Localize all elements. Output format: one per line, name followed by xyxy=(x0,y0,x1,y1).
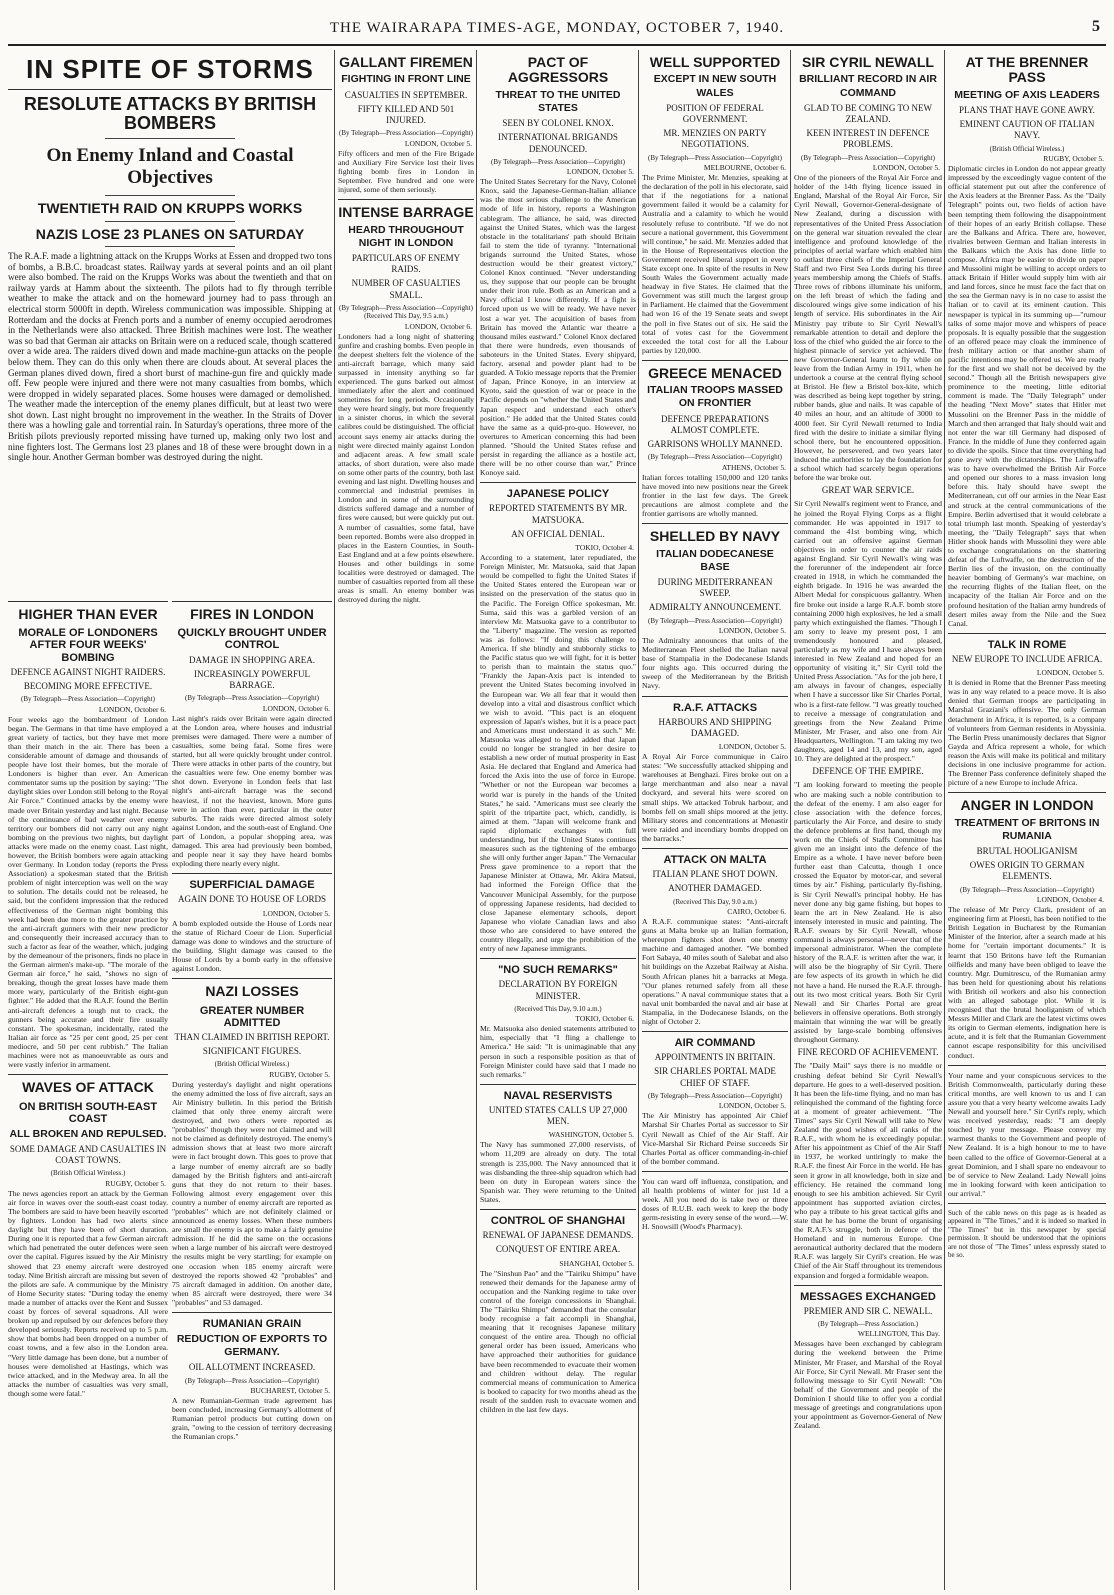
deck: TWENTIETH RAID ON KRUPPS WORKS xyxy=(37,200,303,217)
headline: PACT OF AGGRESSORS xyxy=(507,54,609,86)
dateline: RUGBY, October 5. xyxy=(1043,154,1104,164)
deck: AN OFFICIAL DENIAL. xyxy=(511,528,605,539)
divider xyxy=(8,1074,168,1075)
dateline: LONDON, October 6. xyxy=(262,703,330,713)
article-body: It is denied in Rome that the Brenner Pass meeting was in any way related to a peace move. It is also denied that German troops are participating in Marshal Graziani's offensive. The only German detachment in Africa, it is reported, is a company of volunteers from German residents in Abyssinia. The Berlin Press unanimously declares that Signor Gayda and Africa represent a whole, for which reason the Axis will make its political and military decisions in one inclusive programme for action. The Brenner Pass conference definitely shaped the picture of a new Europe to include Africa. xyxy=(948,678,1106,788)
dateline: LONDON, October 5. xyxy=(404,138,472,148)
headline: SUPERFICIAL DAMAGE xyxy=(189,879,315,892)
dateline: BUCHAREST, October 5. xyxy=(250,1386,330,1396)
deck: ITALIAN PLANE SHOT DOWN. xyxy=(652,869,778,880)
headline: NAZI LOSSES xyxy=(205,983,299,1000)
headline: AIR COMMAND xyxy=(674,1037,756,1050)
deck: BRUTAL HOOLIGANISM xyxy=(976,845,1078,856)
deck: SOME DAMAGE AND CASUALTIES IN COAST TOWNS. xyxy=(9,1143,167,1166)
article-body: According to a statement, later repudiated, the Foreign Minister, Mr. Matsuoka, said that Japan would be compelled to fight the United States if the United States entered the European war or insisted on the preservation of the status quo in the Pacific. The Foreign Office spokesman, Mr. Suma, said this was a garbled version of an interview Mr. Matsuoka gave to a contributor to the "Liberty" magazine. The version as reported was as follows: "If doing this challenge to America. If she blindly and stubbornly sticks to the Pacific status quo we will fight, for it is better to perish than to maintain the status quo." "Frankly the Japan-Axis pact is intended to prevent the United States becoming involved in the European war. We all fear that it would then develop into a vital and disastrous conflict which we wish to avoid. "This pact is an eloquent expression of Japan's wishes, but it is a peace pact and Americans must understand it as such." Mr. Matsuoka was alleged to have added that Japan could no longer be strangled in her desire to establish a new order of mutual prosperity in East Asia. He declared that England and America had forced the Axis into the use of force in Europe. "Whether or not the European war becomes a world war is purely in the hands of the United States," he said. "Americans must see clearly the spirit of the tripartite pact, which, candidly, is aimed at them. "Japan will welcome frank and rapid diplomatic exchanges with full understanding, but if the United States continues measures such as the tightening of the embargo she will only further anger Japan." The Vernacular Press gave prominence to a report that the Japanese Minister at Ottawa, Mr. Akira Matsui, had informed the Foreign Office that the Vancouver Municipal Assembly, for the purpose of oppressing Japanese residents, had decided to close Japanese elementary schools, deport Japanese who violate Canadian laws and also those who are considered to have entered the country illegally, and urge the prohibition of the entry of new Japanese immigrants. xyxy=(480,553,636,954)
dateline: LONDON, October 5. xyxy=(566,167,634,177)
article-body: Diplomatic circles in London do not appear greatly impressed by the exceedingly vague content of the official statement put out after the conference of the Axis leaders at the Brenner Pass. As the "Daily Telegraph" points out, two fields of action have been tempting them following the disappointment of their hopes of an early British collapse. These are the Balkans and Africa. There are, however, rivalries between German and Italian interests in the Balkans which the Axis has done little to compose. Africa may be easier to divide on paper and Mussolini might be willing to accept orders to attack Britain if Hitler would supply him with air and land forces, since he must face the fact that on the sea the German navy is in no case to assist the Italian or to cavil at its eminent caution. This newspaper is typical in its summing up—"rumour talks of some major move and whispers of peace proposals. It is equally possible that the suggestion of an offered peace may cloak the imminence of fresh military action or that another sham of pacific intentions may be offered us. We are ready for the first and we shall not be deceived by the second." Though all the British newspapers give prominence to the meeting, little editorial comment is made. The "Daily Telegraph" under the heading "Next Move" states that Hitler met Mussolini on the Brenner Pass in the middle of March and then arranged that Italy should wait and not enter the war till Germany had disposed of France. In the middle of June they conferred again to divide the spoils. Since that time everything had gone awry with the dictatorships. The Luftwaffe was to have overwhelmed the British Air Force and opened our shores to a mass invasion long before this. Italy should have swept the Mediterranean, cut off our armies in the Near East and struck at the central communications of the Empire. Berlin advertised that it would celebrate a total triumph last month. Speaking of yesterday's meeting, the "Daily Telegraph" says that when Hitler shook hands with Mussolini they were able to exchange congratulations on the shattering defeat of the Luftwaffe, on the destruction of the Berlin lies of the invasion, on the continually heavier bombing of Germany's war machine, on the recurring flights of the Italian fleet, on the incapacity of the Italian Air Force and on the profound hesitation of the Italian army hundreds of desert miles away from the Nile and the Suez Canal. xyxy=(948,164,1106,628)
deck: FIFTY KILLED AND 501 INJURED. xyxy=(357,103,455,126)
deck: REDUCTION OF EXPORTS TO GERMANY. xyxy=(176,1333,328,1359)
column-rule xyxy=(944,50,945,1590)
page-number: 5 xyxy=(1092,18,1100,35)
dateline: LONDON, October 5. xyxy=(718,1101,786,1111)
deck: FIGHTING IN FRONT LINE xyxy=(341,73,471,86)
deck: QUICKLY BROUGHT UNDER CONTROL xyxy=(177,627,327,652)
headline: MESSAGES EXCHANGED xyxy=(800,1290,936,1303)
dateline: MELBOURNE, October 6. xyxy=(703,163,786,173)
article-body: The Navy has summoned 27,000 reservists, of whom 11,209 are already on duty. The total strength is 235,000. The Navy announced that it was disbanding the three-ship squadron which had been on duty in European waters since the Spanish war. They were returning to the United States. xyxy=(480,1140,636,1204)
dateline: WELLINGTON, This Day. xyxy=(857,1329,940,1339)
credit-line: (By Telegraph—Press Association—Copyright) xyxy=(648,616,782,625)
deck: TREATMENT OF BRITONS IN RUMANIA xyxy=(954,816,1100,842)
headline: IN SPITE OF STORMS xyxy=(26,54,314,84)
deck: NUMBER OF CASUALTIES SMALL. xyxy=(351,278,461,300)
article-storms xyxy=(8,50,332,590)
column-6 xyxy=(794,50,942,1586)
deck: RESOLUTE ATTACKS BY BRITISH BOMBERS xyxy=(23,93,317,134)
deck: OIL ALLOTMENT INCREASED. xyxy=(188,1362,316,1373)
article-body: Londoners had a long night of shattering gunfire and crashing bombs. Even people in the deepest shelters felt the violence of the anti-aircraft barrage, which many said surpassed in intensity anything so far experienced. The guns barked out almost immediately after the alert and continued sometimes for long periods. Occasionally they were heard singly, but more frequently in a sinister chorus, in which the several calibres could be distinguished. The official account says enemy air attacks during the night were directed mainly against London and adjacent areas. A few small scale attacks, of short duration, were also made on some other parts of the country, both last evening and last night. Dwelling houses and commercial and industrial premises in London and in some of the surrounding districts suffered damage and a number of fires were caused, but were quickly put out. A number of casualties, some fatal, have been reported. Bombs were also dropped in places in the Eastern Counties, in South-East England and at a few points elsewhere. Houses and other buildings in some localities were destroyed or damaged. The number of casualties reported from all these areas is small. An enemy bomber was destroyed during the night. xyxy=(338,331,474,605)
crosshead: GREAT WAR SERVICE. xyxy=(821,485,915,496)
divider xyxy=(794,1285,942,1286)
column-4 xyxy=(480,50,636,1586)
deck: HARBOURS AND SHIPPING DAMAGED. xyxy=(658,716,772,738)
article-body: Four weeks ago the bombardment of London began. The Germans in that time have employed a great variety of tactics, but they have met more than their match in the air. There has been a considerable amount of damage and thousands of people have lost their homes, but the morale of Londoners is higher than ever. An American commentator sums up the position by saying: "The daylight skies over London still belong to the Royal Air Force." Continued attacks by the enemy were made over Britain yesterday and last night. Because of the continuance of bad weather over enemy territory our bombers did not carry out any night bombing on the previous two nights, but daylight attacks were made on the enemy coast. Last night, however, the British bombers were again attacking over Germany. In London today (reports the Press Association) a spokesman stated that the British problem of night interception was well on the way to solution. The details could not be released, he said, but the confident impression that the reduced effectiveness of the German night bombing this week had been due more to the greater practice by the anti-aircraft gunners with their new predictor and consequently their increased accuracy than to such a factor as fear of the weather, which, judging by the demeanour of the prisoners, finds no place in the German airmen's make-up. "The morale of the German air force," he said, "shows no sign of breaking, though the great losses have made them more wary, particularly of the British eight-gun fighter." He added that the R.A.F. found the Berlin anti-aircraft defences a tough nut to crack, the gunners being accurate and their fire usually constant. The spokesman, incidentally, rated the Italian air force as "25 per cent good, 25 per cent mediocre, and 50 per cent rubbish." The Italian machines were not as manoeuvrable as ours and were vastly inferior in armament. xyxy=(8,714,168,1070)
headline: RUMANIAN GRAIN xyxy=(202,1318,302,1331)
crosshead: DEFENCE OF THE EMPIRE. xyxy=(812,766,924,777)
headline: WELL SUPPORTED xyxy=(649,54,781,70)
dateline: LONDON, October 5. xyxy=(872,163,940,173)
deck: OWES ORIGIN TO GERMAN ELEMENTS. xyxy=(969,860,1085,882)
article-body: The Prime Minister, Mr. Menzies, speaking at the declaration of the poll in his electorate, said that if the negotiations for a national government failed it would be a calamity for Australia and a calamity to which he would resolutely refuse to contribute. "If we do not secure a national government, this Government will continue," he said. Mr. Menzies added that in the House of Representatives election the Government received liberal support in every State except one. In spite of the results in New South Wales the Government actually made headway in five States. He claimed that the Government was still much the largest group in Parliament. He claimed that the Government had won 16 of the 19 Senate seats and swept the poll in five States out of six. He said the total of votes cast for the Government exceeded the total cost for all the Labour parties by 120,000. xyxy=(642,173,788,355)
headline: ANGER IN LONDON xyxy=(960,797,1094,814)
divider xyxy=(480,482,636,483)
deck: POSITION OF FEDERAL GOVERNMENT. xyxy=(666,102,764,124)
dateline: LONDON, October 5. xyxy=(718,625,786,635)
credit-line: (Received This Day, 9.0 a.m.) xyxy=(673,897,757,906)
headline: WAVES OF ATTACK xyxy=(22,1079,154,1096)
deck: ANOTHER DAMAGED. xyxy=(668,883,762,894)
divider xyxy=(642,360,788,361)
masthead-title: THE WAIRARAPA TIMES-AGE, MONDAY, OCTOBER 7, 1940. xyxy=(329,20,785,36)
article-body: The release of Mr Percy Clark, president of an engineering firm at Ploesti, has been notified to the British Legation in Bucharest by the Rumanian Minister of the Interior, after a search made at his home for "certain important documents." It is learnt that 150 Britons have left the Rumanian oilfields and many have been obliged to leave the country. Mgr. Dumitrescu, of the Rumanian army has been held for questioning about his relations with British oil workers and also his connection with an alleged sabotage plot. While it is recognised that the brutal hooliganism of which Messrs Miller and Clark are the latest victims owes its origin to German elements, indignation here is acute, and it is felt that the Rumanian Government cannot escape responsibility for this uncivilised conduct. xyxy=(948,905,1106,1060)
deck: NEW EUROPE TO INCLUDE AFRICA. xyxy=(951,653,1103,664)
deck: REPORTED STATEMENTS BY MR. MATSUOKA. xyxy=(489,503,627,525)
article-body: Italian forces totalling 150,000 and 120 tanks have moved into new positions near the Greek frontier in the last few days. The Greek precautions are almost complete and the frontier garrisons are wholly manned. xyxy=(642,472,788,519)
divider xyxy=(172,1312,332,1313)
dateline: CAIRO, October 6. xyxy=(727,907,786,917)
credit-line: (British Official Wireless.) xyxy=(214,1060,290,1069)
divider xyxy=(8,601,168,602)
article-body: A R.A.F. communique states: "Anti-aircraft guns at Malta broke up an Italian formation, whereupon fighters shot down one enemy machine and damaged another. "We bombed Fort Sabaya, 40 miles south of Salebat and also hit buildings on the Azzebat Railway at Aisha. South African planes hit a barracks at Mega. "Our planes returned safely from all these operations." A naval communique states that a naval unit bombarded the naval and air base at Stampalia, in the Dodecanese Islands, on the night of October 2. xyxy=(642,917,788,1027)
credit-line: (By Telegraph—Press Association—Copyright) xyxy=(21,695,155,704)
dateline: LONDON, October 5. xyxy=(262,908,330,918)
deck: MEETING OF AXIS LEADERS xyxy=(954,88,1100,101)
headline: SIR CYRIL NEWALL xyxy=(802,54,934,70)
article-body: The "Sinshun Pao" and the "Tairiku Shimpu" have renewed their demands for the Japanese army of occupation and the Nanking regime to take over control of the foreign concessions in Shanghai. The "Tairiku Shimpu" demanded that the consular body recognise a fait accompli in Shanghai, meaning that it recognises Japanese military conquest of the entire area. Though no official general order has been issued, Americans who have approached their authorities for guidance have been recommended to evacuate their women and children without delay. The regular commercial means of communication to America is booked to capacity for two months ahead as the result of the sudden rush to evacuate women and children in the last few days. xyxy=(480,1268,636,1415)
deck: MR. MENZIES ON PARTY NEGOTIATIONS. xyxy=(663,128,767,150)
headline: CONTROL OF SHANGHAI xyxy=(490,1215,626,1228)
column-5 xyxy=(642,50,788,1586)
dateline: TOKIO, October 6. xyxy=(575,1014,634,1024)
deck: SIGNIFICANT FIGURES. xyxy=(202,1046,302,1057)
divider xyxy=(948,1065,1106,1066)
headline: GALLANT FIREMEN xyxy=(339,54,473,70)
dateline: LONDON, October 4. xyxy=(1036,895,1104,905)
credit-line: (By Telegraph—Press Association—Copyright) xyxy=(185,1376,319,1385)
divider xyxy=(172,601,332,602)
credit-line: (By Telegraph—Press Association—Copyright) xyxy=(648,153,782,162)
dateline: LONDON, October 6. xyxy=(98,704,166,714)
deck: RENEWAL OF JAPANESE DEMANDS. xyxy=(482,1230,634,1241)
article-body: Sir Cyril Newall's regiment went to France, and he joined the Royal Flying Corps as a flight commander. He was appointed in 1917 to command the 41st bombing wing, which carried out an offensive against German objectives in order to counter the air raids against England. Sir Cyril Newall's wing was the forerunner of the independent air force created in 1918, in which he commanded the eighth brigade. In 1916 he was awarded the Albert Medal for conspicuous gallantry. When fire broke out inside a large R.A.F. bomb store containing 2000 high explosives, he led a small party which extinguished the flames. "Though I am sorry to leave my present post, I am tremendously honoured and pleased, particularly as my wife and I have always been interested in New Zealand and hoped for an opportunity of visiting it," Sir Cyril told the United Press Association. "As for the job here, I am always in favour of changes, especially when I have a successor like Sir Charles Portal, who is a first-rate fellow. "I was greatly touched to receive a message of congratulation and greetings from the New Zealand Prime Minister, Mr Fraser, and also one from Air Headquarters, Wellington. "I am taking my two daughters, aged 14 and 13, and my son, aged 10. They are delighted at the prospect." xyxy=(794,499,942,764)
deck: ON BRITISH SOUTH-EAST COAST xyxy=(18,1100,158,1125)
divider xyxy=(105,195,235,196)
column-rule xyxy=(790,50,791,1590)
column-3 xyxy=(338,50,474,1586)
deck: BRILLIANT RECORD IN AIR COMMAND xyxy=(799,73,937,99)
deck: INCREASINGLY POWERFUL BARRAGE. xyxy=(193,668,310,691)
credit-line: (By Telegraph—Press Association—Copyright) xyxy=(648,453,782,462)
subheadline: On Enemy Inland and Coastal Objectives xyxy=(46,145,294,189)
divider xyxy=(642,523,788,524)
deck: BECOMING MORE EFFECTIVE. xyxy=(23,680,153,691)
deck: CONQUEST OF ENTIRE AREA. xyxy=(495,1244,621,1255)
article-body: Fifty officers and men of the Fire Brigade and Auxiliary Fire Service lost their lives fighting bomb fires in London in September. Five hundred and one were injured, some of them seriously. xyxy=(338,148,474,195)
deck: THAN CLAIMED IN BRITISH REPORT. xyxy=(174,1031,330,1042)
divider xyxy=(642,696,788,697)
credit-line: (By Telegraph—Press Association—Copyright) xyxy=(801,153,935,162)
dateline: SHANGHAI, October 5. xyxy=(559,1258,634,1268)
divider xyxy=(480,1209,636,1210)
deck: MORALE OF LONDONERS AFTER FOUR WEEKS' BOMBING xyxy=(18,627,158,664)
headline: HIGHER THAN EVER xyxy=(18,606,158,622)
headline: AT THE BRENNER PASS xyxy=(965,54,1089,86)
footnote: Such of the cable news on this page as is headed as appeared in "The Times," and it is indeed so marked in "The Times" but in this newspaper by special permission. It should be understood that the opinions are not those of "The Times" unless expressly stated to be so. xyxy=(948,1208,1106,1259)
deck: ADMIRALTY ANNOUNCEMENT. xyxy=(648,602,782,613)
headline: TALK IN ROME xyxy=(987,638,1067,651)
credit-line: (British Official Wireless.) xyxy=(989,144,1065,153)
deck: EXCEPT IN NEW SOUTH WALES xyxy=(653,73,777,99)
credit-line: (British Official Wireless.) xyxy=(50,1169,126,1178)
dateline: RUGBY, October 5. xyxy=(105,1178,166,1188)
divider xyxy=(948,792,1106,793)
credit-line: (By Telegraph—Press Association—Copyright) xyxy=(960,885,1094,894)
deck: PREMIER AND SIR C. NEWALL. xyxy=(803,1305,933,1316)
deck: SIR CHARLES PORTAL MADE CHIEF OF STAFF. xyxy=(654,1066,776,1088)
column-1 xyxy=(8,596,168,1586)
article-body: The Air Ministry has appointed Air Chief Marshal Sir Charles Portal as successor to Sir Cyril Newall as Chief of the Air Staff. Air Vice-Marshal Sir Richard Peirse succeeds Sir Charles Portal as officer commanding-in-chief of the bomber command. xyxy=(642,1111,788,1166)
deck: DAMAGE IN SHOPPING AREA. xyxy=(188,654,315,665)
divider xyxy=(948,1203,1106,1204)
divider xyxy=(642,1031,788,1032)
deck: EMINENT CAUTION OF ITALIAN NAVY. xyxy=(959,119,1095,141)
deck: UNITED STATES CALLS UP 27,000 MEN. xyxy=(488,1104,628,1127)
article-body: Mr. Matsuoka also denied statements attributed to him, especially that "I fling a challenge to America." He said: "It is unimaginable that any person in such a responsible position as that of Foreign Minister could have said that I made no such remarks." xyxy=(480,1024,636,1079)
deck: DURING MEDITERRANEAN SWEEP. xyxy=(657,576,773,599)
divider xyxy=(642,1171,788,1172)
divider xyxy=(105,221,235,222)
deck: THREAT TO THE UNITED STATES xyxy=(495,88,621,114)
deck: DEFENCE PREPARATIONS ALMOST COMPLETE. xyxy=(661,413,769,435)
deck: PLANS THAT HAVE GONE AWRY. xyxy=(959,104,1095,115)
article-body: The Admiralty announces that units of the Mediterranean Fleet shelled the Italian naval base of Stampalia in the Dodecanese Islands four nights ago. This occurred during the sweep of the Mediterranean by the British Navy. xyxy=(642,635,788,691)
headline: INTENSE BARRAGE xyxy=(338,204,474,221)
divider xyxy=(642,848,788,849)
article-body: A new Rumanian-German trade agreement has been concluded, increasing Germany's allotment of Rumanian petrol products but cutting down on grain, "owing to the cession of territory decreasing the Rumanian crops." xyxy=(172,1396,332,1442)
article-body: Your name and your conspicuous services to the British Commonwealth, particularly during these critical months, are well known to us and I can assure you that a very hearty welcome awaits Lady Newall and yourself here." Sir Cyril's reply, which was received yesterday, reads: "I am deeply touched by your message. Please convey my warmest thanks to the Government and people of New Zealand. It is a high honour to me to have been called to the office of Governor-General at a great Dominion, and I shall spare no endeavour to be of service to New Zealand. Lady Newall joins me in looking forward with keen anticipation to our arrival." xyxy=(948,1070,1106,1198)
credit-line: (Received This Day, 9.10 a.m.) xyxy=(514,1004,602,1013)
credit-line: (By Telegraph—Press Association.) xyxy=(817,1320,919,1328)
deck: INTERNATIONAL BRIGANDS DENOUNCED. xyxy=(498,132,618,154)
deck: DECLARATION BY FOREIGN MINISTER. xyxy=(498,979,618,1001)
article-body: One of the pioneers of the Royal Air Force and holder of the 14th flying licence issued in England, Marshal of the Royal Air Force, Sir Cyril Newall, Governor-General-designate of New Zealand, during a discussion with representatives of the United Press Association on the general war situation revealed the clear intelligence and profound knowledge of the principles of aerial warfare which enabled him to outlast three chiefs of the Imperial General Staff and two First Sea Lords during his three years membership among the Chiefs of Staffs. Three rows of ribbons illuminate his uniform, on the left breast of which the fading and discoloured wings give some indication of his length of service. His subordinates in the Air Ministry pay tribute to Sir Cyril Newall's remarkable attention to detail and deplore the loss of the chief who guided the air force to the highest pinnacle of service yet achieved. The new Governor-General learnt to fly while on leave from the Indian Army in 1911, when he undertook a course at the central flying school at Bristol. He flew a Bristol box-kite, which was described as being kept together by string, rubber bands, glue and nails. It was capable of 40 miles an hour, and an altitude of 3000 to 4000 feet. Sir Cyril Newall returned to India fired with the desire to initiate a similar flying school there, but he encountered opposition. However, he persevered, and two years later induced the authorities to lay the foundation for a school which had scarcely begun operations before the war broke out. xyxy=(794,173,942,483)
crosshead: FINE RECORD OF ACHIEVEMENT. xyxy=(797,1047,939,1058)
headline: ATTACK ON MALTA xyxy=(663,854,767,867)
divider xyxy=(105,138,235,139)
credit-line: (By Telegraph—Press Association—Copyright) xyxy=(491,157,625,166)
article-body: A Royal Air Force communique in Cairo states: "We successfully attacked shipping and warehouses at Benghazi. Fires broke out on a large merchantman and also near a naval dockyard, and several hits were scored on small ships. We attacked Tobruk harbour, and bombs fell on small ships moored at the jetty. Military stores and concentrations at Menastir were raided and incendiary bombs dropped on the barracks." xyxy=(642,752,788,843)
advertisement: You can ward off influenza, constipation, and all health problems of winter for just 1d a week. All you need do is take two or three doses of R.U.B. each week to keep the body germ-resisting in every sense of the word.—W. H. Snowsill (Wood's Pharmacy). xyxy=(642,1176,788,1232)
divider xyxy=(172,978,332,979)
deck: DEFENCE AGAINST NIGHT RAIDERS. xyxy=(10,666,166,677)
article-body: The "Daily Mail" says there is no muddle or crushing defeat behind Sir Cyril Newall's departure. He goes to a well-deserved position. It has been the life-time flying, and no man has relinquished the command of the fighting force at a moment of greater achievement. "The Times" says Sir Cyril Newall will take to New Zealand the good wishes of all ranks of the R.A.F., with whom he is exceedingly popular. After his appointment as Chief of the Air Staff in 1937, he worked untiringly to make the R.A.F. the finest Air Force in the world. He has seen it grow in all knowledge, both in size and efficiency. He retained the command long enough to see his ambition achieved. Sir Cyril appointment has supported aviation circles, who pay a tribute to his great tactical gifts and state that he has borne the brunt of organising the R.A.F.'s struggle, both in defence of the Homeland and in numerous Europe. One aeronautical authority declared that the modern R.A.F. was largely Sir Cyril's creation. He was Chief of the Air Staff throughout its tremendous expansion and forged a formidable weapon. xyxy=(794,1061,942,1280)
column-rule xyxy=(476,50,477,1590)
divider xyxy=(172,873,332,874)
column-rule xyxy=(638,50,639,1590)
deck: ALL BROKEN AND REPULSED. xyxy=(9,1127,167,1140)
article-body: Last night's raids over Britain were again directed at the London area, where houses and industrial premises were damaged. There were a number of casualties, some being fatal. Some fires were started, but all were quickly brought under control. There were attacks in other parts of the country, but the casualties were few. One enemy bomber was shot down. Everyone in London feels that last night's anti-aircraft barrage was the second heaviest, if not the heaviest, known. More guns were in action than ever, particular in the outer suburbs. The raids were directed almost solely against London, and the south-east of England. One part of London, a popular shopping area, was damaged. This area had previously been bombed, and people near it say they have heard bombs exploding there nearly every night. xyxy=(172,713,332,869)
deck: CASUALTIES IN SEPTEMBER. xyxy=(344,89,468,100)
deck: GLAD TO BE COMING TO NEW ZEALAND. xyxy=(803,102,933,124)
deck: ITALIAN TROOPS MASSED ON FRONTIER xyxy=(647,384,783,410)
dateline: TOKIO, October 4. xyxy=(575,543,634,553)
article-body: "I am looking forward to meeting the people who are making such a noble contribution to the defeat of the enemy. I am also eager for close association with the defence forces, particularly the Air Force, and desire to study the defence problems at first hand, though my work on the Chiefs of Staffs Committee has given me an insight into the defence of the Empire as a whole. I have never before been further east than Calcutta, though I once crossed the Equator by motor-car, and several times by air." Fishing, particularly fly-fishing, is Sir Cyril Newall's principal hobby. He has never done any big game fishing, but hopes to learn the art in New Zealand. He is also intensely interested in music and painting. The R.A.F. swears by Sir Cyril Newall, whose command is always personal—never that of the impersonal administrator. When the complete history of the R.A.F. is written after the war, it will also be the biography of Sir Cyril. There are few aspects of its growth in which he did not have a hand. He nursed the R.A.F. through-out its two most critical years. Both Sir Cyril Newall and Sir Charles Portal are great believers in offensive operations. Both strongly maintain that winning the war will be greatly assisted by large-scale bombing offensives throughout Germany. xyxy=(794,780,942,1045)
dateline: LONDON, October 5. xyxy=(718,742,786,752)
deck: KEEN INTEREST IN DEFENCE PROBLEMS. xyxy=(806,128,930,150)
headline: GREECE MENACED xyxy=(648,364,782,381)
deck: PARTICULARS OF ENEMY RAIDS. xyxy=(351,252,461,275)
article-body: During yesterday's daylight and night operations the enemy admitted the loss of five aircraft, says an Air Ministry bulletin. In this period the British claimed that only three enemy aircraft were destroyed, and two others were reported as "probables" though they were not claimed and will not be claimed as definitely destroyed. The enemy's admission shows that at least two more aircraft were in fact brought down. This goes to prove that a large number of enemy aircraft are so badly damaged by the British fighters and anti-aircraft guns that they do not return to their bases. Following almost every engagement over this country a number of enemy aircraft are reported as "probables" which are not definitely claimed or announced as enemy losses. When these numbers are small the enemy is apt to make a fairly genuine admission. If he did the same on the occasions when a large number of his aircraft were destroyed the results might be very startling; for example on one occasion when 185 enemy aircraft were destroyed the reports showed 42 "probables" and 75 aircraft damaged in addition. On another date, when 85 aircraft were destroyed, there were 34 "probables" and 53 damaged. xyxy=(172,1079,332,1307)
deck: SEEN BY COLONEL KNOX. xyxy=(502,118,614,129)
deck: ITALIAN DODECANESE BASE xyxy=(656,547,774,573)
divider xyxy=(480,958,636,959)
headline: SHELLED BY NAVY xyxy=(649,528,781,545)
column-rule xyxy=(334,50,335,1590)
divider xyxy=(8,89,332,90)
dateline: WASHINGTON, October 5. xyxy=(548,1130,634,1140)
article-body: The R.A.F. made a lightning attack on the Krupps Works at Essen and dropped two tons of bombs, a B.B.C. broadcast states. Railway yards at several points and an oil plant were also bombed. The raid on the Krupps Works was about the twentieth and that on railway yards at Hamm about the sixteenth. The pilots had to fly through terrible weather to make the attack and on the homeward journey had to pass through an electrical storm 5000ft in depth. Wireless communication was impossible. Shipping at Rotterdam and the docks at French ports and a number of enemy occupied aerodromes in the Netherlands were also attacked. Three British machines were lost. The weather was so bad that German air attacks on Britain were on a reduced scale, though scattered over a wide area. The raiders dived down and made machine-gun attacks on the people below them. They can do this only when there are clouds about. At several places the German planes dived down, fired a short burst of machine-gun fire and quickly made off. Few people were injured and there were not many casualties from bombs, which were dropped in widely separated places. Some houses were damaged or demolished. The weather made the interception of the enemy planes difficult, but at least two were shot down. Last night brought no improvement in the weather. In the Straits of Dover there was a howling gale and torrential rain. In Saturday's operations, three more of the British pilots previously reported missing have turned up, making only two lost and nine fighters lost. The Germans lost 23 planes and 18 of these were brought down in a single hour. Another German bomber was destroyed during the night. xyxy=(8,250,332,463)
headline: R.A.F. ATTACKS xyxy=(672,701,758,714)
credit-line: (By Telegraph—Press Association—Copyright) xyxy=(339,129,473,138)
headline: JAPANESE POLICY xyxy=(506,488,610,501)
article-body: The news agencies report an attack by the German air force in waves over the south-east coast today. The bombers are said to have been heavily escorted by fighters. London has had two alerts since daylight but they have been of short duration. During one it is reported that a few German aircraft which had penetrated the outer defences were seen over the capital. Figures issued by the Air Ministry showed that 23 enemy aircraft were destroyed today. Nine British aircraft are missing but seven of the pilots are safe. A communique by the Ministry of Home Security states: "During today the enemy made a number of attacks over the Kent and Sussex coast by forces of several squadrons. All were broken up and repulsed by our defences before they developed seriously. Reports received up to 5 p.m. show that bombs had been dropped on a number of coast towns, and a few also in the London area. "Very little damage has been done, but a number of houses were demolished at Hastings, which was twice attacked, and in the Medway area. In all the attacks the number of casualties was very small, though some were fatal." xyxy=(8,1188,168,1398)
deck: GREATER NUMBER ADMITTED xyxy=(199,1004,305,1029)
divider xyxy=(948,633,1106,634)
credit-line: (By Telegraph—Press Association—Copyright) xyxy=(648,1091,782,1100)
article-body: Messages have been exchanged by cablegram during the weekend between the Prime Minister, Mr Fraser, and Marshal of the Royal Air Force, Sir Cyril Newall. Mr Fraser sent the following message to Sir Cyril Newall: "On behalf of the Government and people of the Dominion I should like to offer you a cordial message of greetings and congratulations upon your appointment as Governor-General of New Zealand. xyxy=(794,1339,942,1431)
deck: HEARD THROUGHOUT NIGHT IN LONDON xyxy=(348,223,464,249)
divider xyxy=(338,199,474,200)
divider xyxy=(480,1084,636,1085)
masthead xyxy=(8,18,1106,46)
column-7 xyxy=(948,50,1106,1586)
article-body: The United States Secretary for the Navy, Colonel Knox, said the Japanese-German-Italian alliance was the most serious challenge to the American mode of life in history, reports a Washington cablegram. The alliance, he said, was directed against the United States, which was the largest obstacle in the totalitarians' path should Britain fail to stem the tide of tyranny. "International brigands surround the United States, whose destruction would be their greatest victory," Colonel Knox continued. "Never understanding us, they suppose that our people can be brought under their iron rule. Both as an American and a Navy official I know differently. If a fight is forced upon us we will be ready. We have never lost a war yet. The acquisition of bases from Britain has moved the Atlantic war theatre a thousand miles eastward." Colonel Knox declared that there were hundreds, even thousands of saboteurs in the United States. Every shipyard, factory, arsenal and powder plant had to be guarded. A Tokio message reports that the Premier of Japan, Prince Konoye, in an interview at Kyoto, said the question of war or peace in the Pacific depends on "whether the United States and Japan respect and understand each other's position." He added that the United States could have the same as a quid-pro-quo. However, no overtures to American concerning this had been planned. "Should the United States refuse and persist in regarding the alliance as a hostile act, there will be no other course than war," Prince Konoye said. xyxy=(480,177,636,478)
deck: NAZIS LOSE 23 PLANES ON SATURDAY xyxy=(35,225,305,242)
headline: NAVAL RESERVISTS xyxy=(503,1089,613,1102)
dateline: LONDON, October 6. xyxy=(404,321,472,331)
dateline: RUGBY, October 5. xyxy=(269,1069,330,1079)
headline: FIRES IN LONDON xyxy=(190,606,314,622)
deck: GARRISONS WHOLLY MANNED. xyxy=(647,439,783,450)
headline: "NO SUCH REMARKS" xyxy=(498,964,618,977)
column-2 xyxy=(172,596,332,1586)
dateline: ATHENS, October 5. xyxy=(721,462,786,472)
dateline: LONDON, October 5. xyxy=(1036,668,1104,678)
deck: AGAIN DONE TO HOUSE OF LORDS xyxy=(178,894,326,905)
deck: APPOINTMENTS IN BRITAIN. xyxy=(654,1052,776,1063)
article-body: A bomb exploded outside the House of Lords near the statue of Richard Coeur de Lion. Superficial damage was done to windows and the structure of the building. Slight damage was caused to the House of Lords by a bomb early in the offensive against London. xyxy=(172,918,332,974)
divider xyxy=(105,246,235,247)
credit-line: (By Telegraph—Press Association—Copyright) (Received This Day, 9.5 a.m.) xyxy=(339,303,473,321)
credit-line: (By Telegraph—Press Association—Copyright) xyxy=(185,694,319,703)
